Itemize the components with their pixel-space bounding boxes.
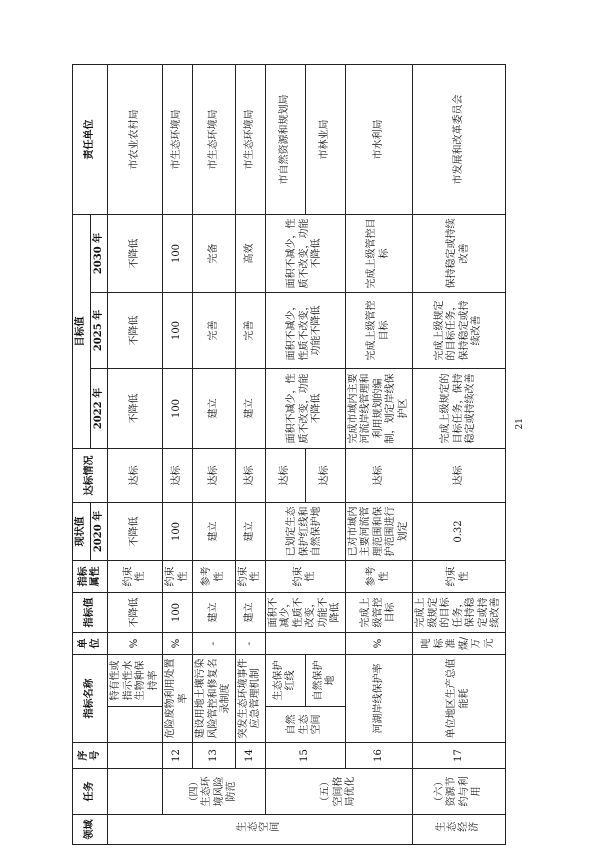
- table-row: [265, 64, 305, 844]
- compliance-cell: 达标: [305, 449, 345, 503]
- value-cell: 完成上级管控目标: [345, 593, 413, 633]
- header-2030: 2030 年: [90, 214, 108, 292]
- unit-cell: %: [345, 633, 413, 655]
- target-2025-cell: 100: [163, 293, 193, 369]
- domain-cell-eco-space: [108, 815, 413, 845]
- table-row: [193, 64, 236, 844]
- header-2025: 2025 年: [90, 293, 108, 369]
- responsible-cell: 市生态环境局: [163, 64, 193, 214]
- indicator-name: 自然保护地: [305, 655, 345, 707]
- unit-cell: -: [235, 633, 265, 655]
- table-row: [163, 64, 193, 844]
- target-2025-cell: 不降低: [108, 293, 163, 369]
- header-indicator-name: 指标名称: [73, 655, 108, 743]
- header-unit: 单位: [73, 633, 108, 655]
- indicator-name: 河湖岸线保护率: [345, 655, 413, 743]
- table-row: [108, 64, 163, 844]
- header-responsible: 责任单位: [73, 64, 108, 214]
- target-2022-cell: 不降低: [108, 369, 163, 449]
- target-2030-cell: 高效: [235, 214, 265, 292]
- compliance-cell: 达标: [413, 449, 506, 503]
- header-domain: 领域: [73, 815, 108, 845]
- value-cell: 不降低: [108, 593, 163, 633]
- page-number: 21: [515, 418, 525, 430]
- target-2022-cell: 建立: [235, 369, 265, 449]
- compliance-cell: 达标: [235, 449, 265, 503]
- indicator-name: 单位地区生产总值能耗: [413, 655, 506, 743]
- value-cell: 建立: [193, 593, 236, 633]
- target-2030-cell: 不降低: [108, 214, 163, 292]
- target-2025-cell: 完善: [235, 293, 265, 369]
- target-2030-cell: 保持稳定或持续改善: [413, 214, 506, 292]
- seq-cell: 16: [345, 743, 413, 769]
- attr-cell: 约束性: [108, 561, 163, 593]
- current-cell: 不降低: [108, 503, 163, 561]
- seq-cell: 15: [265, 743, 345, 769]
- indicator-name: 生态保护红线: [265, 655, 305, 707]
- indicator-group: 自然生态空间: [265, 707, 345, 743]
- unit-cell: -: [193, 633, 236, 655]
- indicator-name: 特有性或指示性水生物种保持率: [108, 655, 163, 707]
- compliance-cell: 达标: [345, 449, 413, 503]
- task-cell-t4: （四）生态环境风险防范: [163, 769, 266, 815]
- compliance-cell: 达标: [163, 449, 193, 503]
- indicator-name: 建设用地土壤污染风险管控和修复名录制度: [193, 655, 236, 743]
- rotated-table-container: [72, 65, 502, 845]
- responsible-cell: 市林业局: [305, 64, 345, 214]
- target-2030-cell: 100: [163, 214, 193, 292]
- indicator-name: 突发生态环境事件应急管理机制: [235, 655, 265, 743]
- target-2025-cell: 完成上级管控目标: [345, 293, 413, 369]
- task-cell-empty: [108, 769, 163, 815]
- responsible-cell: 市发展和改革委员会: [413, 64, 506, 214]
- target-2030-cell: 完备: [193, 214, 236, 292]
- target-2030-cell: 面积不减少，性质不改变，功能不降低: [265, 214, 345, 292]
- header-2020: 2020 年: [90, 503, 108, 561]
- value-cell: 建立: [235, 593, 265, 633]
- table-row: [345, 64, 413, 844]
- current-cell: 已对市域内主要河流管理范围和保护范围进行划定: [345, 503, 413, 561]
- responsible-cell: 市自然资源和规划局: [265, 64, 305, 214]
- domain-resource: 生态经济: [434, 823, 479, 835]
- target-2022-cell: 建立: [193, 369, 236, 449]
- attr-cell: 约束性: [265, 561, 345, 593]
- table-row: [413, 64, 506, 844]
- target-2030-cell: 完成上级管控目标: [345, 214, 413, 292]
- name-cell-empty: [108, 707, 163, 743]
- responsible-cell: 市生态环境局: [193, 64, 236, 214]
- current-cell: 100: [163, 503, 193, 561]
- unit-cell: 吨标准煤/万元: [413, 633, 506, 655]
- unit-cell: %: [163, 633, 193, 655]
- responsible-cell: 市农业农村局: [108, 64, 163, 214]
- value-cell: 面积不减少，性质不改变，功能不降低: [265, 593, 345, 633]
- header-2022: 2022 年: [90, 369, 108, 449]
- indicator-name: 危险废物利用处置率: [163, 655, 193, 743]
- seq-cell: 14: [235, 743, 265, 769]
- current-cell: 0.32: [413, 503, 506, 561]
- current-cell: 建立: [235, 503, 265, 561]
- seq-cell: 17: [413, 743, 506, 769]
- target-2022-cell: 完成市域内主要河流岸线管理和利用规划的编制，划定岸线保护区: [345, 369, 413, 449]
- attr-cell: 参考性: [345, 561, 413, 593]
- header-row-1: [73, 64, 91, 844]
- compliance-cell: 达标: [108, 449, 163, 503]
- seq-cell: 13: [193, 743, 236, 769]
- value-cell: 100: [163, 593, 193, 633]
- target-2022-cell: 完成上级规定的目标任务，保持稳定或持续改善: [413, 369, 506, 449]
- target-2025-cell: 面积不减少，性质不改变，功能不降低: [265, 293, 345, 369]
- seq-cell-empty: [108, 743, 163, 769]
- compliance-cell: 达标: [265, 449, 305, 503]
- attr-cell: 约束性: [413, 561, 506, 593]
- task-cell-t6: （六）资源节约与利用: [413, 769, 506, 815]
- target-2025-cell: 完善: [193, 293, 236, 369]
- table-row: [235, 64, 265, 844]
- responsible-cell: 市水利局: [345, 64, 413, 214]
- header-task: 任务: [73, 769, 108, 815]
- domain-cell-resource: [413, 815, 506, 845]
- unit-cell-empty: [265, 633, 345, 655]
- compliance-cell: 达标: [193, 449, 236, 503]
- attr-cell: 约束性: [235, 561, 265, 593]
- current-cell: 建立: [193, 503, 236, 561]
- header-target-value: 目标值: [73, 214, 91, 448]
- responsible-cell: 市生态环境局: [235, 64, 265, 214]
- indicator-table: [72, 64, 506, 845]
- target-2022-cell: 面积不减少，性质不改变，功能不降低: [265, 369, 345, 449]
- value-cell: 完成上级规定的目标任务，保持稳定或持续改善: [413, 593, 506, 633]
- attr-cell: 参考性: [193, 561, 236, 593]
- header-indicator-attr: 指标属性: [73, 561, 108, 593]
- domain-eco-space: 生态空间: [235, 823, 280, 835]
- header-compliance: 达标情况: [73, 449, 108, 503]
- attr-cell: 约束性: [163, 561, 193, 593]
- unit-cell: %: [108, 633, 163, 655]
- header-indicator-value: 指标值: [73, 593, 108, 633]
- seq-cell: 12: [163, 743, 193, 769]
- header-seq: 序号: [73, 743, 108, 769]
- target-2025-cell: 完成上级规定的目标任务，保持稳定或持续改善: [413, 293, 506, 369]
- current-cell: 已划定生态保护红线和自然保护地: [265, 503, 345, 561]
- task-cell-t5: （五）空间格局优化: [265, 769, 413, 815]
- target-2022-cell: 100: [163, 369, 193, 449]
- header-current-value: 现状值: [73, 503, 91, 561]
